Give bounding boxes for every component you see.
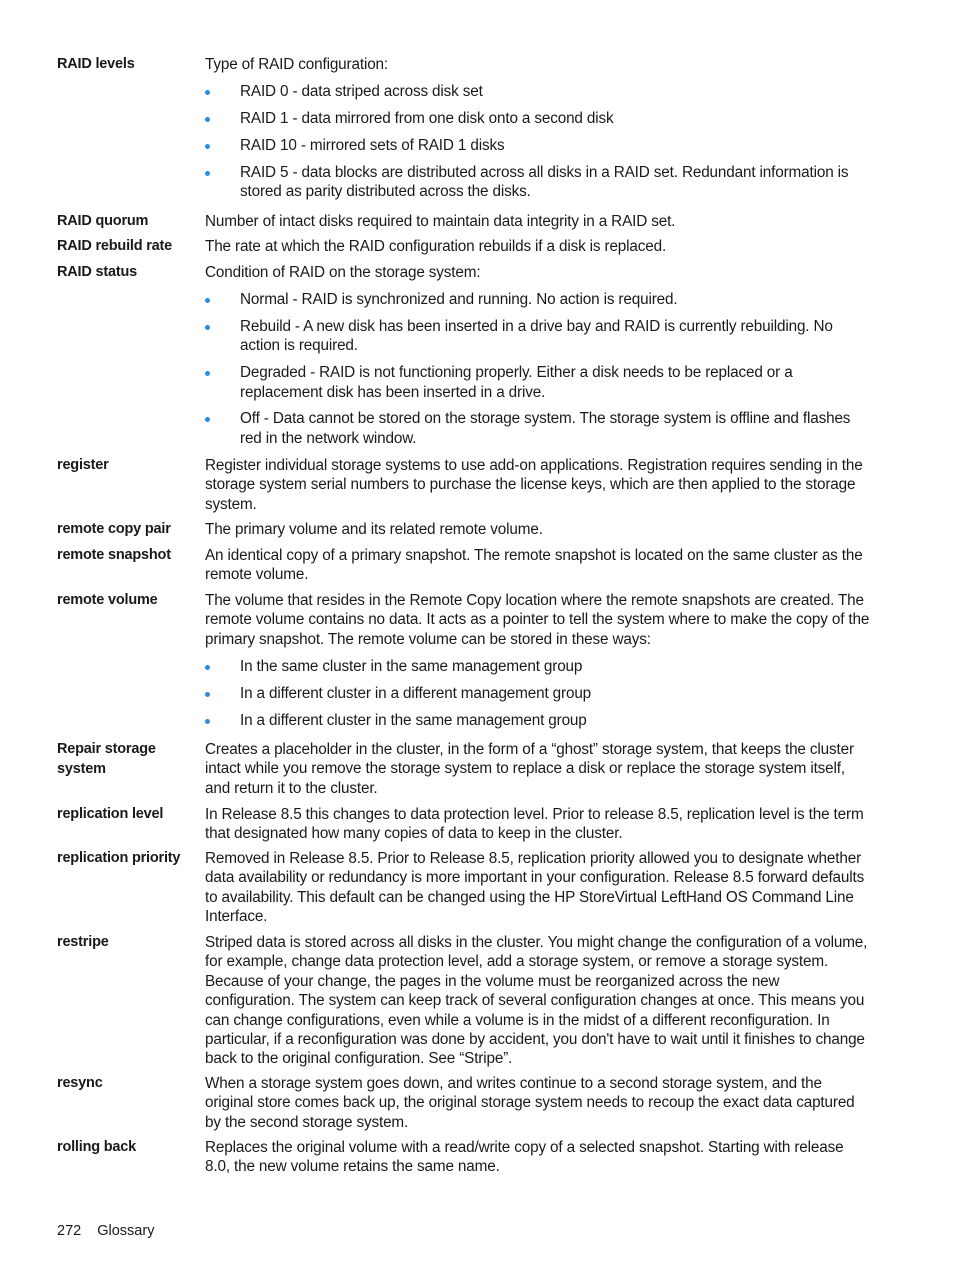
glossary-definition	[205, 520, 872, 539]
glossary-term: rolling back	[57, 1139, 136, 1155]
glossary-entry	[57, 849, 872, 927]
list-item	[205, 82, 872, 101]
bullet-icon	[205, 144, 210, 149]
bullet-icon	[205, 665, 210, 670]
definition-bullet-list	[205, 82, 872, 202]
glossary-term: remote snapshot	[57, 547, 171, 563]
definition-text: Replaces the original volume with a read/write copy of a selected snapshot. Starting with release 8.0, the new volume retains the same name.	[205, 1139, 844, 1176]
footer-section-title: Glossary	[97, 1223, 155, 1239]
glossary-entry	[57, 1074, 872, 1132]
glossary-definition	[205, 237, 872, 256]
definition-text: The primary volume and its related remote volume.	[205, 521, 543, 538]
definition-text: Creates a placeholder in the cluster, in the form of a “ghost” storage system, that keeps the cluster intact while you remove the storage system to replace a disk or replace the storage system itself, and return it to the cluster.	[205, 741, 854, 797]
list-item-text: RAID 5 - data blocks are distributed across all disks in a RAID set. Redundant information is stored as parity distributed across the disks.	[240, 163, 849, 201]
glossary-entry	[57, 263, 872, 448]
bullet-icon	[205, 171, 210, 176]
glossary-definition	[205, 849, 872, 927]
glossary-definition	[205, 55, 872, 201]
bullet-icon	[205, 719, 210, 724]
glossary-entry	[57, 237, 872, 257]
definition-text: Striped data is stored across all disks in the cluster. You might change the configuration of a volume, for example, change data protection level, add a storage system, or remove a storage system. Because of your change, the pages in the volume must be reorganized across the new configuration. The system can keep track of several configuration changes at once. This means you can change configurations, even while a volume is in the midst of a different reconfiguration. In particular, if a reconfiguration was done by accident, you don't have to wait until it finishes to change back to the original configuration. See “Stripe”.	[205, 934, 868, 1068]
glossary-definition	[205, 740, 872, 798]
glossary-entry	[57, 740, 872, 798]
glossary-term: Repair storage system	[57, 741, 156, 777]
glossary-entry	[57, 212, 872, 232]
list-item-text: RAID 10 - mirrored sets of RAID 1 disks	[240, 136, 505, 154]
bullet-icon	[205, 90, 210, 95]
list-item-text: In a different cluster in a different management group	[240, 684, 592, 702]
list-item-text: In the same cluster in the same management group	[240, 657, 583, 675]
glossary-term: RAID status	[57, 264, 137, 280]
list-item	[205, 409, 872, 448]
definition-text: When a storage system goes down, and writes continue to a second storage system, and the original store comes back up, the original storage system needs to recoup the exact data captured by the second storage system.	[205, 1075, 855, 1131]
glossary-entry	[57, 1138, 872, 1177]
glossary-term: resync	[57, 1075, 103, 1091]
list-item	[205, 136, 872, 155]
glossary-entry	[57, 456, 872, 514]
definition-text: Condition of RAID on the storage system:	[205, 264, 481, 281]
definition-bullet-list	[205, 290, 872, 448]
glossary-definition	[205, 263, 872, 448]
glossary-entry	[57, 591, 872, 730]
definition-text: An identical copy of a primary snapshot. The remote snapshot is located on the same cluster as the remote volume.	[205, 547, 863, 584]
list-item	[205, 363, 872, 402]
definition-text: Register individual storage systems to use add-on applications. Registration requires sending in the storage system serial numbers to purchase the license keys, which are then applied to the storage system.	[205, 457, 863, 513]
definition-text: The volume that resides in the Remote Copy location where the remote snapshots are created. The remote volume contains no data. It acts as a pointer to tell the system where to make the copy of the primary snapshot. The remote volume can be stored in these ways:	[205, 592, 870, 648]
glossary-term: register	[57, 457, 109, 473]
glossary-term: replication priority	[57, 850, 181, 866]
glossary-definition	[205, 1138, 872, 1177]
bullet-icon	[205, 692, 210, 697]
glossary-term: RAID levels	[57, 56, 135, 72]
list-item-text: RAID 1 - data mirrored from one disk onto a second disk	[240, 109, 614, 127]
glossary-entry	[57, 520, 872, 540]
list-item	[205, 657, 872, 676]
definition-text: Number of intact disks required to maintain data integrity in a RAID set.	[205, 213, 676, 230]
list-item-text: Rebuild - A new disk has been inserted in a drive bay and RAID is currently rebuilding. No action is required.	[240, 317, 833, 355]
glossary-term: RAID quorum	[57, 213, 149, 229]
list-item	[205, 290, 872, 309]
glossary-definition	[205, 456, 872, 514]
bullet-icon	[205, 371, 210, 376]
page-footer	[57, 1221, 154, 1241]
glossary-term: remote volume	[57, 592, 158, 608]
list-item	[205, 684, 872, 703]
list-item	[205, 163, 872, 202]
bullet-icon	[205, 117, 210, 122]
bullet-icon	[205, 325, 210, 330]
glossary-definition	[205, 546, 872, 585]
glossary-definition	[205, 933, 872, 1069]
glossary-definition	[205, 212, 872, 231]
glossary-entry	[57, 933, 872, 1069]
glossary-entry	[57, 546, 872, 585]
definition-text: Removed in Release 8.5. Prior to Release 8.5, replication priority allowed you to designate whether data availability or redundancy is more important in your configuration. Release 8.5 forward defaults to availability. This default can be changed using the HP StoreVirtual LeftHand OS Command Line Interface.	[205, 850, 865, 926]
definition-text: In Release 8.5 this changes to data protection level. Prior to release 8.5, replication level is the term that designated how many copies of data to keep in the cluster.	[205, 806, 864, 843]
glossary-entry	[57, 55, 872, 201]
bullet-icon	[205, 417, 210, 422]
list-item-text: Off - Data cannot be stored on the storage system. The storage system is offline and flashes red in the network window.	[240, 410, 851, 447]
glossary-entry	[57, 805, 872, 844]
glossary-definition	[205, 591, 872, 730]
list-item-text: RAID 0 - data striped across disk set	[240, 82, 483, 100]
definition-bullet-list	[205, 657, 872, 730]
list-item-text: Normal - RAID is synchronized and running. No action is required.	[240, 290, 678, 308]
glossary-definition	[205, 805, 872, 844]
glossary-definition	[205, 1074, 872, 1132]
glossary-term: replication level	[57, 806, 164, 822]
list-item	[205, 109, 872, 128]
list-item-text: In a different cluster in the same management group	[240, 711, 587, 729]
glossary-term: restripe	[57, 934, 109, 950]
list-item	[205, 711, 872, 730]
bullet-icon	[205, 298, 210, 303]
list-item	[205, 317, 872, 356]
glossary-term: RAID rebuild rate	[57, 238, 173, 254]
definition-text: Type of RAID configuration:	[205, 56, 389, 73]
glossary-term: remote copy pair	[57, 521, 171, 537]
definition-text: The rate at which the RAID configuration rebuilds if a disk is replaced.	[205, 238, 667, 255]
list-item-text: Degraded - RAID is not functioning properly. Either a disk needs to be replaced or a replacement disk has been inserted in a drive.	[240, 364, 793, 401]
page-number: 272	[57, 1223, 82, 1239]
